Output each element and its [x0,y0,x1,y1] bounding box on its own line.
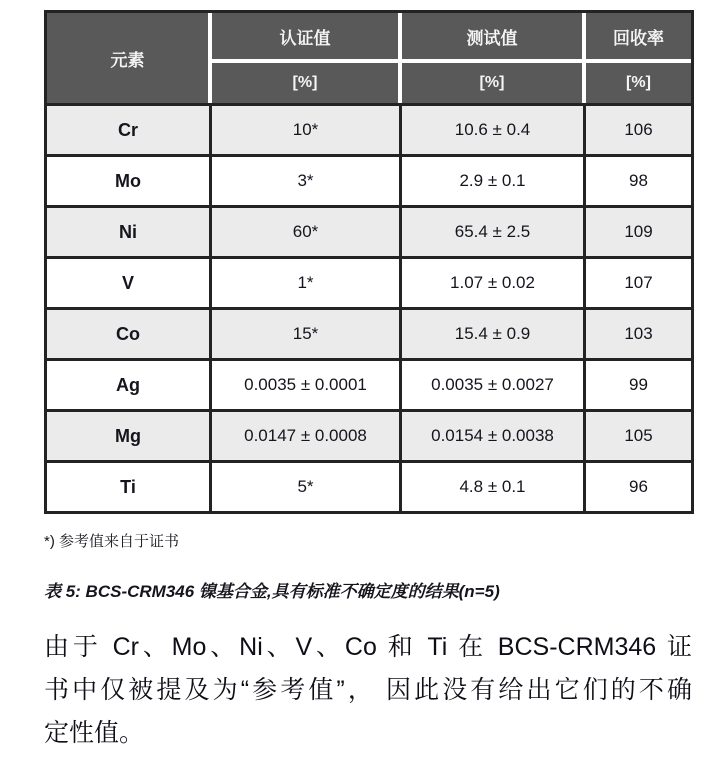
cell-certified: 0.0035 ± 0.0001 [212,358,402,409]
cell-certified: 15* [212,307,402,358]
cell-recovery: 96 [586,460,691,511]
table-caption: 表 5: BCS-CRM346 镍基合金,具有标准不确定度的结果(n=5) [44,582,500,601]
unit-certified: [%] [212,63,402,103]
cell-element: V [47,256,212,307]
cell-measured: 2.9 ± 0.1 [402,154,586,205]
cell-certified: 5* [212,460,402,511]
header-recovery: 回收率 [586,13,691,63]
cell-recovery: 103 [586,307,691,358]
cell-measured: 65.4 ± 2.5 [402,205,586,256]
cell-element: Mo [47,154,212,205]
cell-certified: 0.0147 ± 0.0008 [212,409,402,460]
paragraph-line: 书中仅被提及为“参考值”， 因此没有给出它们的不确 [44,676,692,704]
cell-recovery: 105 [586,409,691,460]
cell-recovery: 107 [586,256,691,307]
cell-measured: 0.0154 ± 0.0038 [402,409,586,460]
cell-element: Cr [47,103,212,154]
cell-measured: 0.0035 ± 0.0027 [402,358,586,409]
cell-measured: 10.6 ± 0.4 [402,103,586,154]
table-footnote: *) 参考值来自于证书 [44,533,180,550]
cell-certified: 1* [212,256,402,307]
cell-element: Ti [47,460,212,511]
cell-certified: 10* [212,103,402,154]
paragraph-line: 由于 Cr、Mo、Ni、V、Co 和 Ti 在 BCS-CRM346 证 [44,633,692,661]
cell-recovery: 98 [586,154,691,205]
cell-recovery: 99 [586,358,691,409]
cell-element: Co [47,307,212,358]
cell-certified: 60* [212,205,402,256]
unit-measured: [%] [402,63,586,103]
unit-recovery: [%] [586,63,691,103]
cell-element: Ag [47,358,212,409]
header-element: 元素 [47,13,212,103]
cell-recovery: 109 [586,205,691,256]
header-certified: 认证值 [212,13,402,63]
cell-measured: 1.07 ± 0.02 [402,256,586,307]
cell-certified: 3* [212,154,402,205]
cell-measured: 4.8 ± 0.1 [402,460,586,511]
body-paragraph [44,626,692,755]
header-measured: 测试值 [402,13,586,63]
results-table [44,10,694,514]
cell-element: Mg [47,409,212,460]
cell-element: Ni [47,205,212,256]
cell-measured: 15.4 ± 0.9 [402,307,586,358]
cell-recovery: 106 [586,103,691,154]
paragraph-line: 定性值。 [44,719,145,747]
